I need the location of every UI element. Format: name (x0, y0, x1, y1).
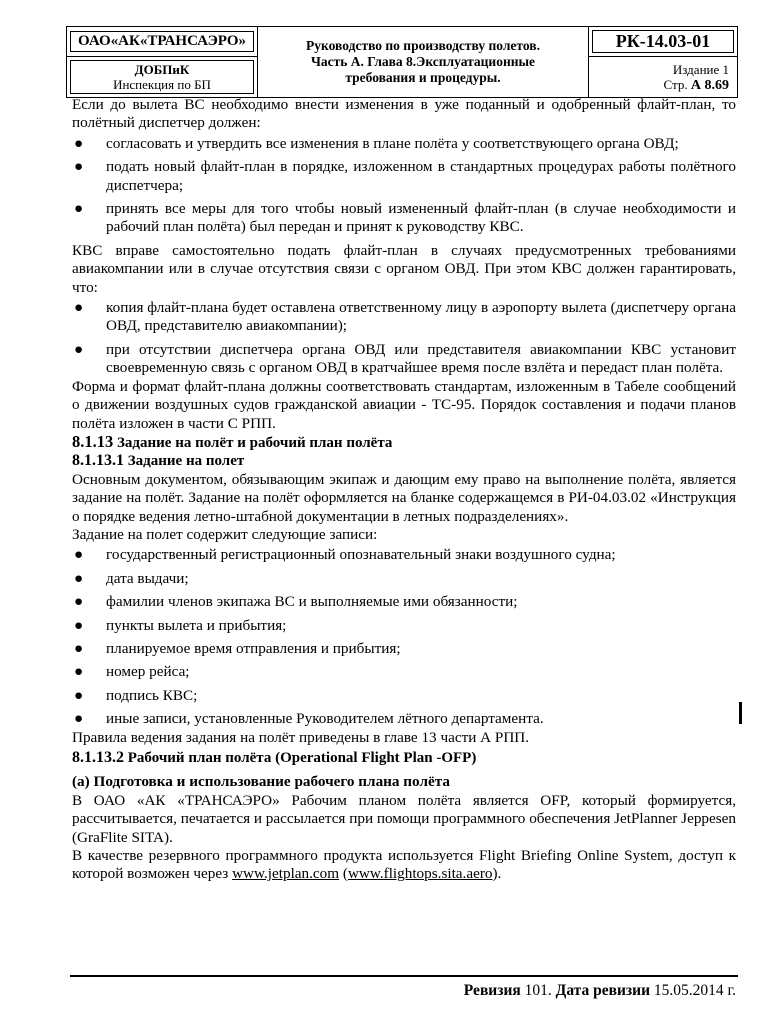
paragraph-5: Задание на полет содержит следующие записи: (72, 525, 378, 543)
page-number: А 8.69 (690, 77, 729, 93)
company-cell (67, 27, 258, 57)
revision-date-label: Дата ревизии (555, 982, 651, 999)
bullet-icon: ● (74, 134, 84, 152)
dept-cell (67, 57, 258, 98)
title-line-2: Часть А. Глава 8.Эксплуатационные (310, 54, 536, 69)
list-item: ● принять все меры для того чтобы новый измененный флайт-план (в случае необходимости и рабочий план полёта) был передан и принят к руководству КВС. (74, 200, 736, 236)
subsection-heading-a: (a) Подготовка и использование рабочего плана полёта (72, 773, 450, 791)
edition-cell (589, 57, 738, 98)
list-item: ● государственный регистрационный опознавательный знаки воздушного судна; (74, 546, 616, 564)
bullet-icon: ● (74, 710, 84, 728)
title-line-3: требования и процедуры. (345, 70, 501, 85)
dept-sub: Инспекция по БП (113, 77, 211, 92)
list-3 (72, 546, 736, 728)
bullet-icon: ● (74, 340, 84, 358)
paragraph-4: Основным документом, обязывающим экипаж и дающим ему право на выполнение полёта, является задание на полёт. Задание на полёт оформляется на бланке содержащемся в РИ-04.03.02 «Инструкция о порядке ведения летно-штабной документации в летных подразделениях». (72, 470, 736, 525)
link-flightops-sita[interactable]: www.flightops.sita.aero (347, 865, 493, 883)
paragraph-7: В ОАО «АК «ТРАНСАЭРО» Рабочим планом полёта является OFP, который формируется, рассчитывается, печатается и рассылается при помощи программного обеспечения JetPlanner Jeppesen (GraFlite SITA). (72, 791, 736, 846)
doc-code: РК-14.03-01 (592, 30, 734, 53)
list-item: ● при отсутствии диспетчера органа ОВД или представителя авиакомпании КВС установит своевременную связь с органом ОВД в кратчайшее время после взлёта и передаст план полёта. (74, 340, 736, 377)
page-label: Стр. (663, 76, 688, 92)
bullet-icon: ● (74, 158, 84, 176)
bullet-icon: ● (74, 200, 84, 218)
list-1 (72, 135, 736, 237)
bullet-icon: ● (74, 569, 84, 587)
bullet-icon: ● (74, 663, 84, 681)
list-item: ● согласовать и утвердить все изменения в плане полёта у соответствующего органа ОВД; (74, 134, 679, 152)
paragraph-1: Если до вылета ВС необходимо внести изменения в уже поданный и одобренный флайт-план, то полётный диспетчер должен: (72, 96, 736, 132)
list-item: ● фамилии членов экипажа ВС и выполняемые ими обязанности; (74, 593, 518, 611)
list-item: ● номер рейса; (74, 663, 190, 681)
bullet-icon: ● (74, 686, 84, 704)
list-item: ● дата выдачи; (74, 569, 189, 587)
link-jetplan[interactable]: www.jetplan.com (232, 865, 340, 883)
list-item: ● копия флайт-плана будет оставлена ответственному лицу в аэропорту вылета (диспетчеру органа ОВД, представителю авиакомпании); (74, 299, 736, 335)
footer-divider (70, 975, 738, 977)
list-2 (72, 299, 736, 378)
paragraph-8: В качестве резервного программного продукта используется Flight Briefing Online System, доступ к которой возможен через www.jetplan.com (www.flightops.sita.aero). (72, 847, 736, 883)
paragraph-6: Правила ведения задания на полёт приведены в главе 13 части А РПП. (72, 728, 530, 746)
paragraph-3: Форма и формат флайт-плана должны соответствовать стандартам, изложенным в Табеле сообщений о движении воздушных судов гражданской авиации - ТС-95. Порядок составления и подачи планов полёта изложен в части С РПП. (72, 377, 736, 432)
revision-label: Ревизия (463, 982, 521, 999)
section-heading-8-1-13-2: 8.1.13.2 Рабочий план полёта (Operational Flight Plan -OFP) (72, 749, 477, 766)
edition-label: Издание 1 (672, 61, 729, 77)
document-footer (464, 982, 736, 1000)
bullet-icon: ● (74, 593, 84, 611)
list-item: ● иные записи, установленные Руководителем лётного департамента. (74, 710, 544, 728)
dept-name: ДОБПиК (134, 62, 190, 77)
section-heading-8-1-13-1: 8.1.13.1 Задание на полет (72, 452, 245, 470)
bullet-icon: ● (74, 616, 84, 634)
doc-code-cell (589, 27, 738, 57)
bullet-icon: ● (74, 299, 84, 317)
document-title (258, 27, 589, 98)
paragraph-2: КВС вправе самостоятельно подать флайт-план в случаях предусмотренных требованиями авиакомпании или в случае отсутствия связи с органом ОВД. При этом КВС должен гарантировать, что: (72, 241, 736, 296)
text-cursor (739, 702, 742, 724)
bullet-icon: ● (74, 546, 84, 564)
document-header (66, 26, 738, 98)
list-item: ● планируемое время отправления и прибытия; (74, 639, 401, 657)
revision-date: 15.05.2014 г. (653, 982, 736, 999)
company-name: ОАО«АК«ТРАНСАЭРО» (70, 31, 254, 52)
title-line-1: Руководство по производству полетов. (306, 38, 540, 53)
revision-number: 101. (524, 982, 552, 999)
document-body (72, 96, 736, 884)
list-item: ● подпись КВС; (74, 686, 198, 704)
bullet-icon: ● (74, 639, 84, 657)
list-item: ● подать новый флайт-план в порядке, изложенном в стандартных процедурах работы полётного диспетчера; (74, 158, 736, 194)
section-heading-8-1-13: 8.1.13 Задание на полёт и рабочий план полёта (72, 431, 393, 451)
list-item: ● пункты вылета и прибытия; (74, 616, 287, 634)
